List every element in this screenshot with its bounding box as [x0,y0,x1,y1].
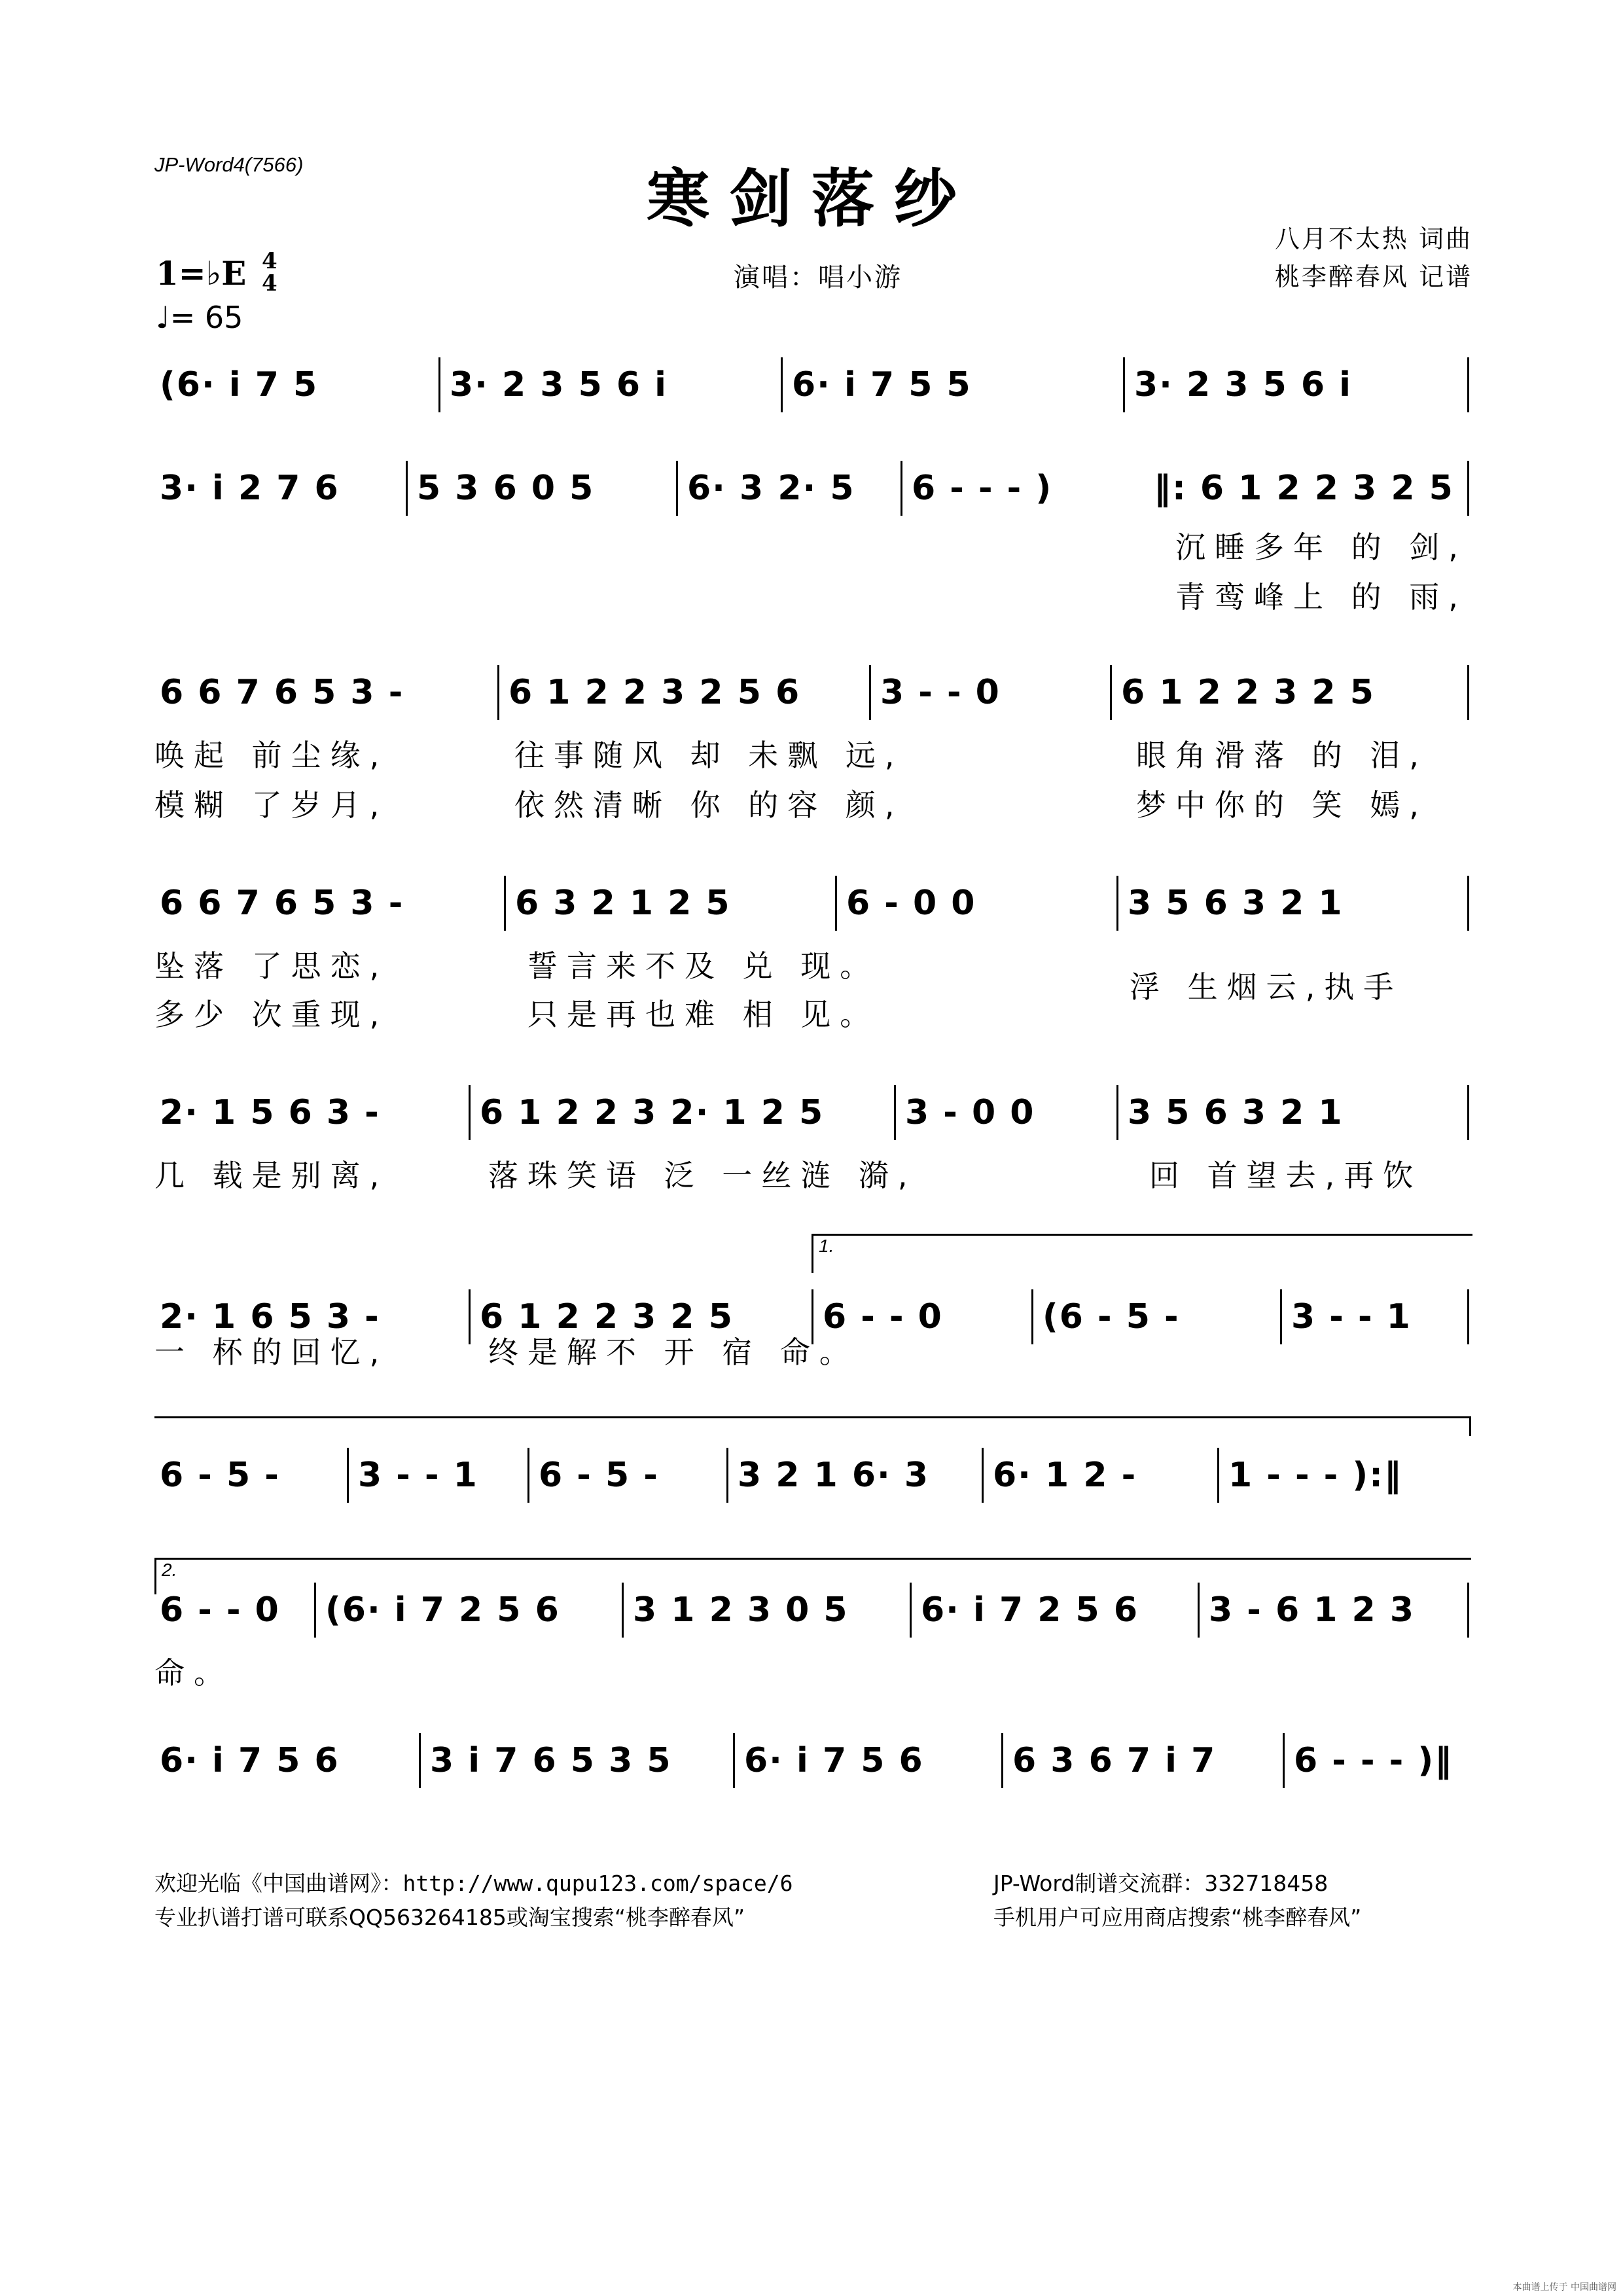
measure: 6 - 0 0 [846,884,976,923]
measure: 3· 2 3 5 6 i [1134,365,1353,404]
lyric-text: 眼角滑落 的 泪, [1136,738,1428,773]
footer-contact: 专业扒谱打谱可联系QQ563264185或淘宝搜索“桃李醉春风” [154,1905,745,1930]
time-signature [262,250,277,295]
measure: 3 5 6 3 2 1 [1128,1093,1344,1132]
measure: 3 1 2 3 0 5 [633,1590,849,1630]
measure: 3· i 2 7 6 [160,469,340,508]
measure: 6· i 7 5 6 [744,1741,924,1780]
measure: 6 3 6 7 i 7 [1012,1741,1217,1780]
ending-bracket-line [154,1416,1471,1418]
measure: 2· 1 6 5 3 - [160,1297,380,1336]
measure: 6 1 2 2 3 2 5 [480,1297,734,1336]
footer-group: JP-Word制谱交流群：332718458 [993,1871,1329,1896]
measure: 3 - 6 1 2 3 [1209,1590,1416,1630]
lyric-text: 只是再也难 相 见。 [527,997,880,1032]
lyric-line [154,991,1476,1033]
lyric-text: 浮 生烟云,执手 [1130,969,1403,1005]
lyric-line [154,781,1476,823]
measure: 3 - - 0 [880,673,1001,712]
software-label: JP-Word4(7566) [154,153,304,176]
measure: 3 - 0 0 [905,1093,1035,1132]
measure: 6 1 2 2 3 2 5 6 [508,673,801,712]
staff-row-5 [151,1073,1472,1152]
barline [1467,876,1469,931]
measure: 3 i 7 6 5 3 5 [430,1741,672,1780]
measure: 1 - - - ):‖ [1228,1456,1402,1495]
ending-bracket-hook [1469,1416,1471,1436]
barline [1467,357,1469,412]
lyric-text: 依然清晰 你 的容 颜, [514,787,904,823]
staff-row-7 [151,1436,1472,1515]
barline [1467,1085,1469,1140]
transcriber-credit: 桃李醉春风 记谱 [1274,262,1472,291]
measure: 6 - 5 - [539,1456,659,1495]
lyric-text: 回 首望去,再饮 [1149,1158,1423,1193]
measure: 6 - - 0 [160,1590,280,1630]
staff-row-3 [151,653,1472,732]
measure: 2· 1 5 6 3 - [160,1093,380,1132]
time-top: 4 [262,248,277,274]
measure: 6· i 7 5 5 [792,365,972,404]
lyric-text: 坠落 了思恋, [154,948,389,984]
footer-website: 欢迎光临《中国曲谱网》：http://www.qupu123.com/space/6 [154,1871,793,1896]
measure: 6 6 7 6 5 3 - [160,884,404,923]
staff-row-2 [151,449,1472,528]
measure: 3 5 6 3 2 1 [1128,884,1344,923]
lyric-text: 几 载是别离, [154,1158,389,1193]
second-ending-label: 2. [162,1560,177,1580]
lyric-line [154,1329,1476,1371]
tempo-mark: ♩= 65 [156,300,243,335]
time-bottom: 4 [262,270,277,296]
lyric-text: 梦中你的 笑 嫣, [1136,787,1428,823]
measure: 6 3 2 1 2 5 [515,884,731,923]
lyric-text: 一 杯的回忆, [154,1335,389,1370]
staff-row-9 [151,1721,1472,1800]
measure: (6· i 7 2 5 6 [325,1590,560,1630]
first-ending-bracket [812,1234,1472,1273]
key-signature: 1=♭E [156,254,247,293]
barline [1467,461,1469,516]
measure: 6 - - - ) [912,469,1053,508]
measure: 6 6 7 6 5 3 - [160,673,404,712]
upload-stamp: 本曲谱上传于 中国曲谱网 [1512,2282,1616,2293]
lyric-text: 誓言来不及 兑 现。 [527,948,880,984]
staff-row-1 [151,346,1472,424]
measure: 5 3 6 0 5 [417,469,595,508]
staff-row-4 [151,864,1472,942]
measure: 6 1 2 2 3 2 5 [1121,673,1375,712]
song-title: 寒剑落纱 [647,162,976,236]
measure: 6 - - - )‖ [1294,1741,1454,1780]
measure: 6· i 7 5 6 [160,1741,340,1780]
measure: 3 - - 1 [1291,1297,1412,1336]
lyric-line [154,573,1476,615]
lyric-text: 模糊 了岁月, [154,787,389,823]
staff-row-8 [151,1571,1472,1649]
lyric-text: 往事随风 却 未飘 远, [514,738,904,773]
measure: 3 2 1 6· 3 [738,1456,930,1495]
lyric-text: 青鸾峰上 的 雨, [1175,579,1467,615]
lyric-text: 命。 [154,1655,233,1691]
lyric-text: 沉睡多年 的 剑, [1175,529,1467,565]
measure: 3· 2 3 5 6 i [450,365,668,404]
measure: 6 - 5 - [160,1456,280,1495]
singer-credit: 演唱：唱小游 [734,262,902,293]
measure: ‖: 6 1 2 2 3 2 5 [1154,469,1454,508]
measure: (6· i 7 5 [160,365,319,404]
first-ending-label: 1. [819,1236,834,1256]
measure: 6· 3 2· 5 [687,469,855,508]
measure: (6 - 5 - [1043,1297,1180,1336]
measure: 6 1 2 2 3 2· 1 2 5 [480,1093,825,1132]
barline [1467,1583,1469,1638]
barline [1467,665,1469,720]
lyric-line [154,524,1476,565]
footer-mobile: 手机用户可应用商店搜索“桃李醉春风” [993,1905,1362,1930]
lyric-line [154,1649,1476,1691]
lyric-line [154,1152,1476,1194]
composer-credit: 八月不太热 词曲 [1274,224,1472,253]
lyric-text: 落珠笑语 泛 一丝涟 漪, [488,1158,917,1193]
lyric-text: 唤起 前尘缘, [154,738,389,773]
lyric-text: 多少 次重现, [154,997,389,1032]
lyric-text: 终是解不 开 宿 命。 [488,1335,859,1370]
measure: 6· i 7 2 5 6 [921,1590,1139,1630]
measure: 6· 1 2 - [993,1456,1137,1495]
measure: 6 - - 0 [823,1297,943,1336]
lyric-line [154,732,1476,774]
measure: 3 - - 1 [358,1456,478,1495]
